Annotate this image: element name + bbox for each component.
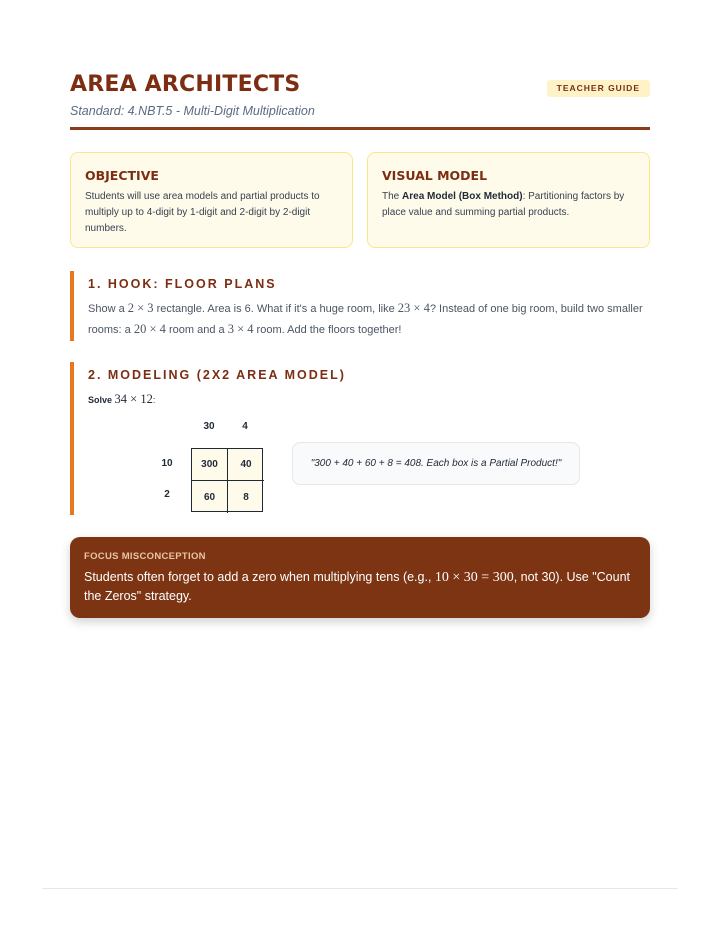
visual-model-title: VISUAL MODEL (382, 168, 488, 183)
solve-label: Solve (88, 395, 113, 405)
partial-product-cell: 40 (228, 449, 264, 481)
solve-suffix: : (152, 395, 156, 405)
misconception-callout (70, 537, 650, 618)
objective-card (70, 152, 353, 248)
area-model-grid (191, 448, 263, 512)
modeling-title: 2. MODELING (2X2 AREA MODEL) (88, 368, 346, 382)
standard-subtitle: Standard: 4.NBT.5 - Multi-Digit Multiplication (70, 104, 315, 118)
visual-model-term: Area Model (Box Method) (402, 191, 523, 202)
hook-math: 3 × 4 (227, 322, 254, 336)
modeling-section (70, 362, 650, 515)
misconception-text-part: , not 30). Use "Count the Zeros" strategy. (84, 570, 631, 603)
hook-math: 2 × 3 (127, 301, 154, 315)
misconception-text-part: Students often forget to add a zero when multiplying tens (e.g., (84, 570, 435, 584)
visual-model-suffix: : Partitioning factors by place value and summing partial products. (382, 191, 625, 218)
hook-text-part: room. Add the floors together! (253, 324, 402, 336)
objective-title: OBJECTIVE (85, 168, 159, 183)
solve-expression: 34 × 12 (114, 392, 153, 406)
hook-text (88, 298, 650, 340)
footer-divider (42, 888, 678, 889)
partial-product-cell: 300 (192, 449, 228, 481)
objective-text: Students will use area models and partial products to multiply up to 4-digit by 1-digit and 2-digit by 2-digit numbers. (85, 191, 320, 234)
hook-title: 1. HOOK: FLOOR PLANS (88, 277, 277, 291)
hook-text-part: room and a (165, 324, 228, 336)
misconception-label: FOCUS MISCONCEPTION (84, 551, 206, 562)
visual-model-text (382, 189, 635, 221)
misconception-math: 10 × 30 = 300 (434, 570, 514, 585)
area-model (74, 362, 650, 515)
hook-math: 20 × 4 (133, 322, 166, 336)
row-header: 10 (161, 458, 173, 469)
hook-section (70, 271, 650, 341)
column-header: 30 (203, 421, 215, 432)
column-header: 4 (242, 421, 248, 432)
visual-model-card (367, 152, 650, 248)
misconception-text (84, 568, 636, 605)
header-divider (70, 127, 650, 130)
partial-product-note: "300 + 40 + 60 + 8 = 408. Each box is a Partial Product!" (292, 442, 580, 485)
hook-text-part: ? Instead of one big room, build two smaller rooms: a (88, 303, 643, 336)
page-title: AREA ARCHITECTS (70, 72, 301, 97)
row-header: 2 (164, 489, 170, 500)
visual-model-prefix: The (382, 191, 403, 202)
hook-text-part: Show a (88, 303, 128, 315)
partial-product-cell: 8 (243, 491, 249, 503)
partial-product-cell: 60 (192, 481, 228, 513)
teacher-guide-badge: TEACHER GUIDE (547, 80, 650, 97)
hook-text-part: rectangle. Area is 6. What if it's a huge room, like (153, 303, 398, 315)
hook-math: 23 × 4 (397, 301, 430, 315)
